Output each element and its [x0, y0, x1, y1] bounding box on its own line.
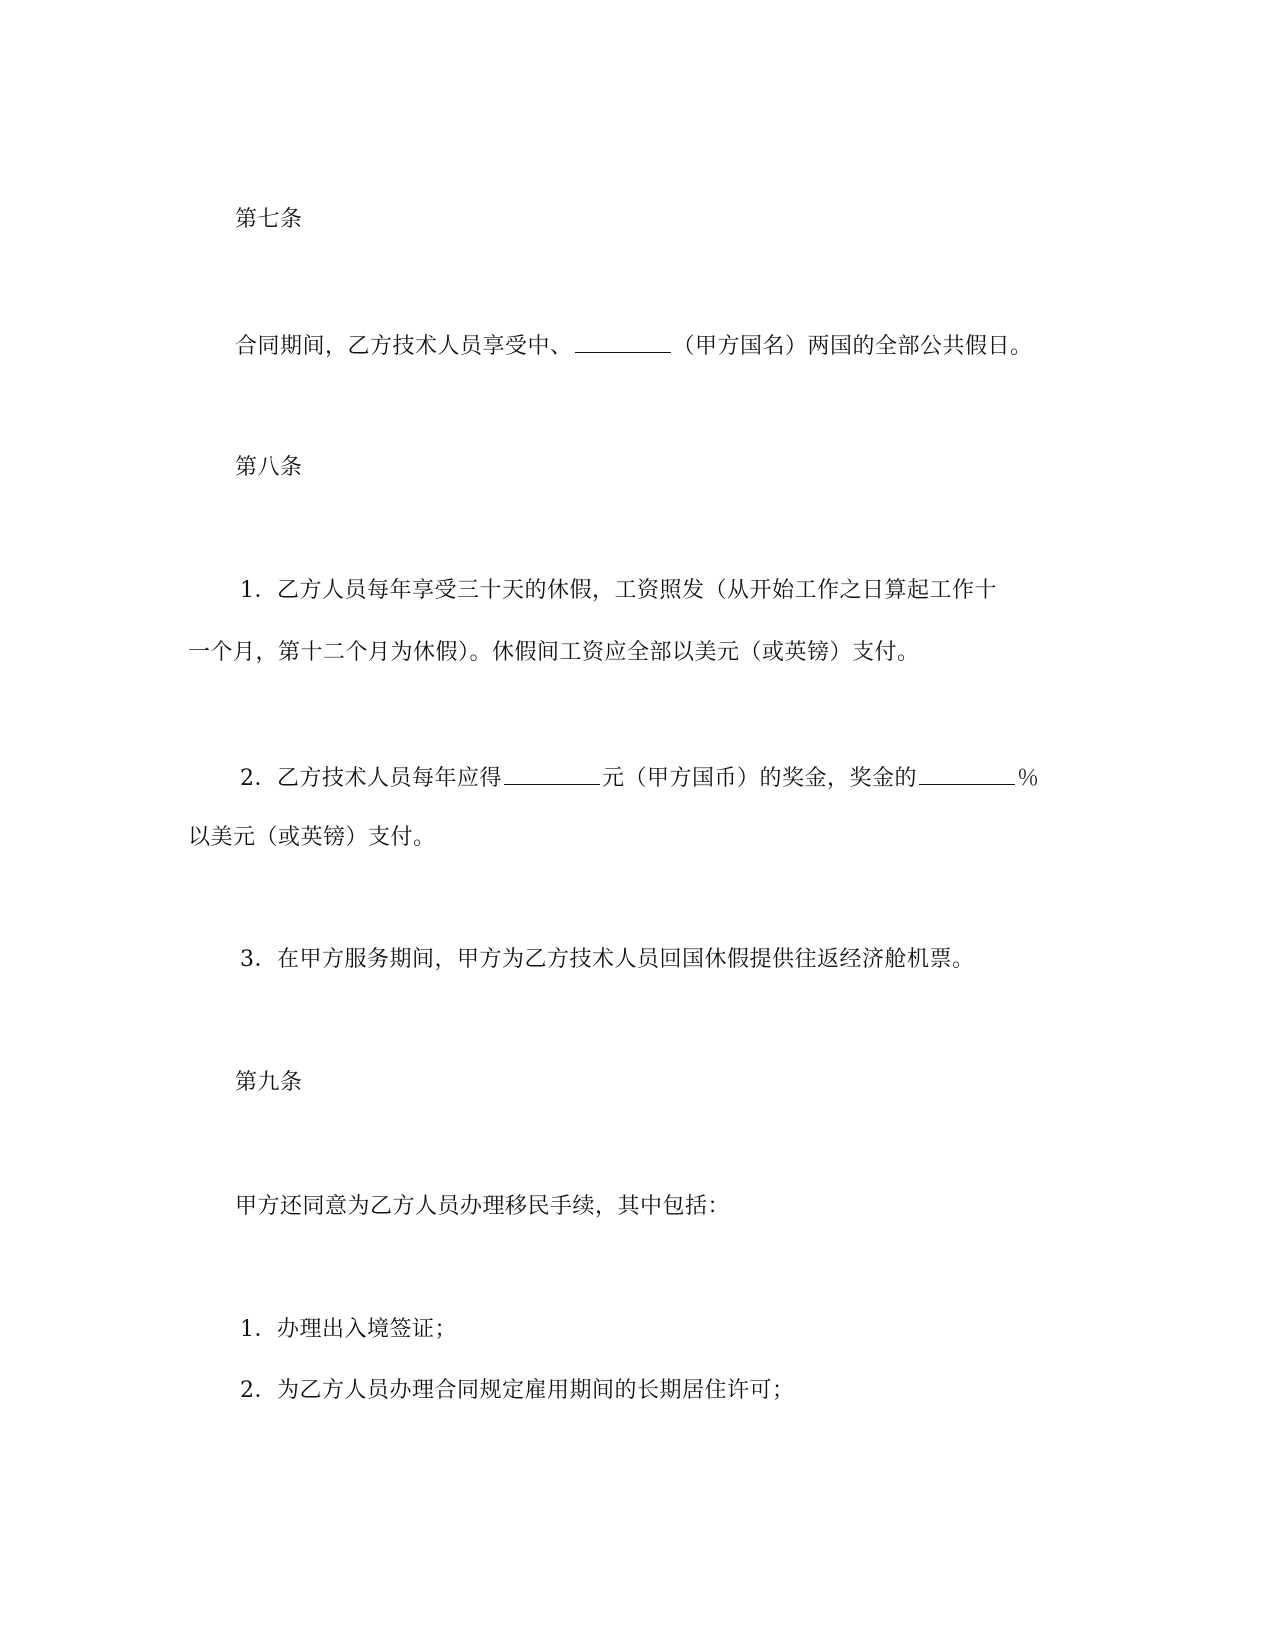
article-7-text-before: 合同期间，乙方技术人员享受中、	[235, 334, 573, 359]
article-8-item-2-part-2: 元（甲方国币）的奖金，奖金的	[602, 766, 918, 791]
article-8-item-3: 3．在甲方服务期间，甲方为乙方技术人员回国休假提供往返经济舱机票。	[240, 947, 975, 972]
article-8-item-1-line-2: 一个月，第十二个月为休假）。休假间工资应全部以美元（或英镑）支付。	[188, 640, 920, 665]
article-9-item-2: 2．为乙方人员办理合同规定雇用期间的长期居住许可；	[240, 1378, 795, 1403]
article-8-item-1-line-1: 1．乙方人员每年享受三十天的休假，工资照发（从开始工作之日算起工作十	[240, 578, 997, 603]
bonus-percent-blank	[919, 762, 1015, 785]
article-9-item-1: 1．办理出入境签证；	[240, 1317, 457, 1342]
article-7-text	[235, 330, 1033, 362]
bonus-amount-blank	[504, 762, 600, 785]
article-8-item-2-line-2: 以美元（或英镑）支付。	[188, 825, 436, 850]
country-name-blank	[575, 330, 671, 353]
article-7-text-after: （甲方国名）两国的全部公共假日。	[672, 334, 1033, 359]
article-9-heading: 第九条	[235, 1070, 303, 1095]
article-8-item-2-line-1	[240, 762, 1040, 794]
article-7-heading: 第七条	[235, 207, 303, 232]
article-8-item-2-part-1: 2．乙方技术人员每年应得	[240, 766, 502, 791]
article-8-heading: 第八条	[235, 455, 303, 480]
article-9-intro: 甲方还同意为乙方人员办理移民手续，其中包括：	[235, 1194, 731, 1219]
article-8-item-2-part-3: ％	[1017, 766, 1040, 791]
